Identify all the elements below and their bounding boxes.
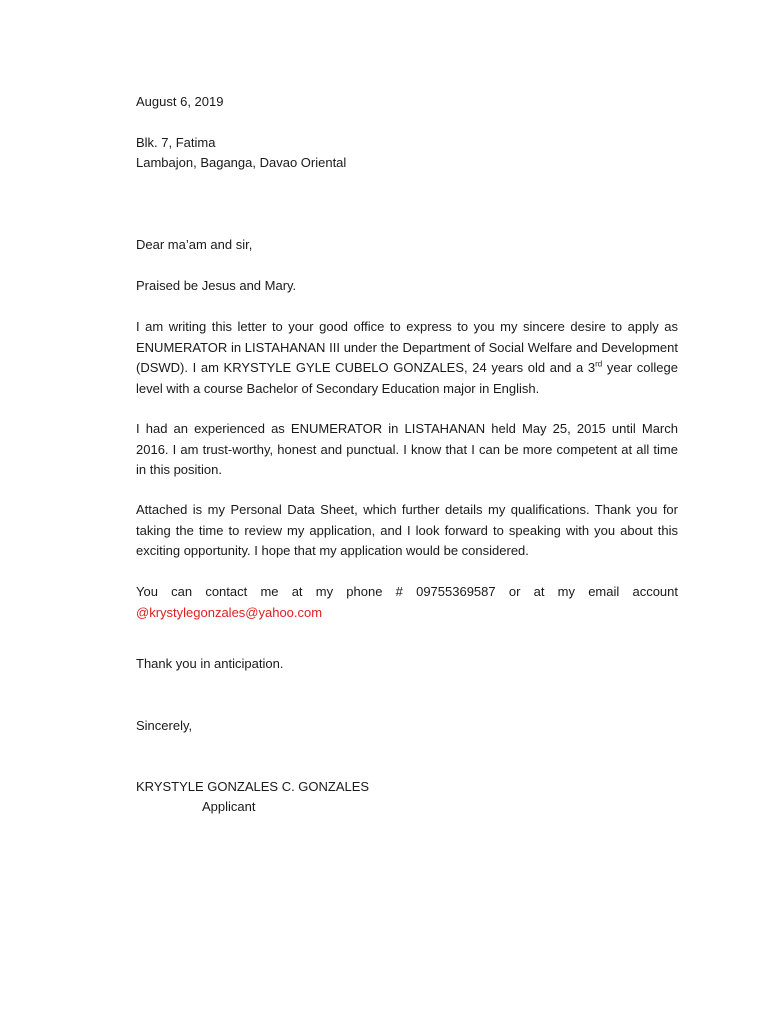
paragraph-intro-text-b: year college level with a course Bachelor of Secondary Education major in English.: [136, 360, 678, 396]
greeting: Praised be Jesus and Mary.: [136, 278, 297, 293]
email-link[interactable]: @krystylegonzales@yahoo.com: [136, 605, 323, 620]
paragraph-experience: I had an experienced as ENUMERATOR in LISTAHANAN held May 25, 2015 until March 2016. I am trust-worthy, honest and punctual. I know that I can be more competent at all time in this position.: [136, 421, 678, 477]
address-line-1: Blk. 7, Fatima: [136, 135, 216, 150]
signatory-name: KRYSTYLE GONZALES C. GONZALES: [136, 779, 370, 794]
signatory-title: Applicant: [202, 799, 256, 814]
letter-date: August 6, 2019: [136, 94, 224, 109]
thanks-line: Thank you in anticipation.: [136, 656, 284, 671]
salutation: Dear ma’am and sir,: [136, 237, 253, 252]
paragraph-contact: You can contact me at my phone # 09755369587 or at my email account: [136, 584, 678, 599]
letter-page: [136, 0, 678, 1024]
address-line-2: Lambajon, Baganga, Davao Oriental: [136, 155, 347, 170]
paragraph-attachment: Attached is my Personal Data Sheet, which further details my qualifications. Thank you for taking the time to review my application, and I look forward to speaking with you about this exciting opportunity. I hope that my application would be considered.: [136, 502, 678, 558]
paragraph-intro-text-a: I am writing this letter to your good office to express to you my sincere desire to apply as ENUMERATOR in LISTAHANAN III under the Department of Social Welfare and Development (DSWD). I am KRYSTYLE GYLE CUBELO GONZALES, 24 years old and a 3: [136, 319, 678, 375]
ordinal-suffix: rd: [595, 359, 603, 369]
paragraph-intro: [136, 317, 678, 399]
closing: Sincerely,: [136, 718, 193, 733]
